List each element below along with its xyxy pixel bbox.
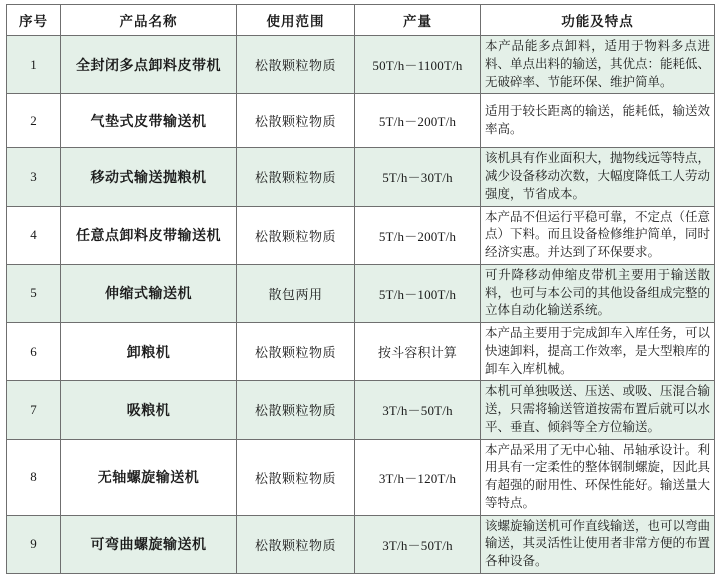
cell-output: 5T/h－100T/h [355, 264, 481, 322]
table-row [7, 439, 715, 515]
cell-no: 5 [7, 264, 61, 322]
cell-output: 3T/h－120T/h [355, 439, 481, 515]
table-row [7, 264, 715, 322]
table-header-row [7, 5, 715, 36]
cell-product-name: 卸粮机 [61, 323, 237, 381]
cell-no: 8 [7, 439, 61, 515]
cell-scope: 松散颗粒物质 [237, 148, 355, 206]
table-row [7, 381, 715, 439]
cell-feature: 本产品主要用于完成卸车入库任务，可以快速卸料，提高工作效率，是大型粮库的卸车入库机械。 [481, 323, 715, 381]
cell-no: 7 [7, 381, 61, 439]
cell-feature: 该机具有作业面积大，抛物线远等特点，减少设备移动次数，大幅度降低工人劳动强度，节省成本。 [481, 148, 715, 206]
cell-product-name: 全封闭多点卸料皮带机 [61, 36, 237, 94]
cell-output: 5T/h－200T/h [355, 206, 481, 264]
column-header-output: 产量 [355, 5, 481, 36]
table-row [7, 36, 715, 94]
table-row [7, 148, 715, 206]
cell-feature: 可升降移动伸缩皮带机主要用于输送散料，也可与本公司的其他设备组成完整的立体自动化输送系统。 [481, 264, 715, 322]
table-row [7, 94, 715, 148]
cell-output: 5T/h－200T/h [355, 94, 481, 148]
cell-feature: 本机可单独吸送、压送、或吸、压混合输送，只需将输送管道按需布置后就可以水平、垂直、倾斜等全方位输送。 [481, 381, 715, 439]
cell-no: 6 [7, 323, 61, 381]
cell-feature: 本产品不但运行平稳可靠，不定点（任意点）下料。而且设备检修维护简单，同时经济实惠。并达到了环保要求。 [481, 206, 715, 264]
cell-no: 3 [7, 148, 61, 206]
cell-output: 3T/h－50T/h [355, 381, 481, 439]
cell-feature: 本产品能多点卸料，适用于物料多点进料、单点出料的输送，其优点：能耗低、无破碎率、节能环保、维护简单。 [481, 36, 715, 94]
cell-no: 4 [7, 206, 61, 264]
cell-output: 按斗容积计算 [355, 323, 481, 381]
product-table [6, 4, 715, 574]
cell-scope: 松散颗粒物质 [237, 381, 355, 439]
cell-no: 2 [7, 94, 61, 148]
cell-scope: 松散颗粒物质 [237, 94, 355, 148]
table-row [7, 515, 715, 573]
column-header-name: 产品名称 [61, 5, 237, 36]
cell-no: 9 [7, 515, 61, 573]
table-body [7, 36, 715, 574]
cell-product-name: 可弯曲螺旋输送机 [61, 515, 237, 573]
table-row [7, 206, 715, 264]
cell-product-name: 移动式输送抛粮机 [61, 148, 237, 206]
cell-scope: 松散颗粒物质 [237, 323, 355, 381]
table-header [7, 5, 715, 36]
cell-scope: 松散颗粒物质 [237, 439, 355, 515]
cell-product-name: 吸粮机 [61, 381, 237, 439]
cell-output: 3T/h－50T/h [355, 515, 481, 573]
cell-product-name: 无轴螺旋输送机 [61, 439, 237, 515]
column-header-feature: 功能及特点 [481, 5, 715, 36]
cell-no: 1 [7, 36, 61, 94]
cell-scope: 松散颗粒物质 [237, 515, 355, 573]
column-header-no: 序号 [7, 5, 61, 36]
cell-product-name: 气垫式皮带输送机 [61, 94, 237, 148]
column-header-scope: 使用范围 [237, 5, 355, 36]
cell-scope: 散包两用 [237, 264, 355, 322]
cell-product-name: 伸缩式输送机 [61, 264, 237, 322]
cell-output: 5T/h－30T/h [355, 148, 481, 206]
cell-feature: 本产品采用了无中心轴、吊轴承设计。利用具有一定柔性的整体钢制螺旋，因此具有超强的耐用性、环保性能好。输送量大等特点。 [481, 439, 715, 515]
cell-output: 50T/h－1100T/h [355, 36, 481, 94]
cell-scope: 松散颗粒物质 [237, 36, 355, 94]
table-row [7, 323, 715, 381]
cell-scope: 松散颗粒物质 [237, 206, 355, 264]
cell-product-name: 任意点卸料皮带输送机 [61, 206, 237, 264]
cell-feature: 适用于较长距离的输送，能耗低，输送效率高。 [481, 94, 715, 148]
cell-feature: 该螺旋输送机可作直线输送，也可以弯曲输送，其灵活性让使用者非常方便的布置各种设备。 [481, 515, 715, 573]
